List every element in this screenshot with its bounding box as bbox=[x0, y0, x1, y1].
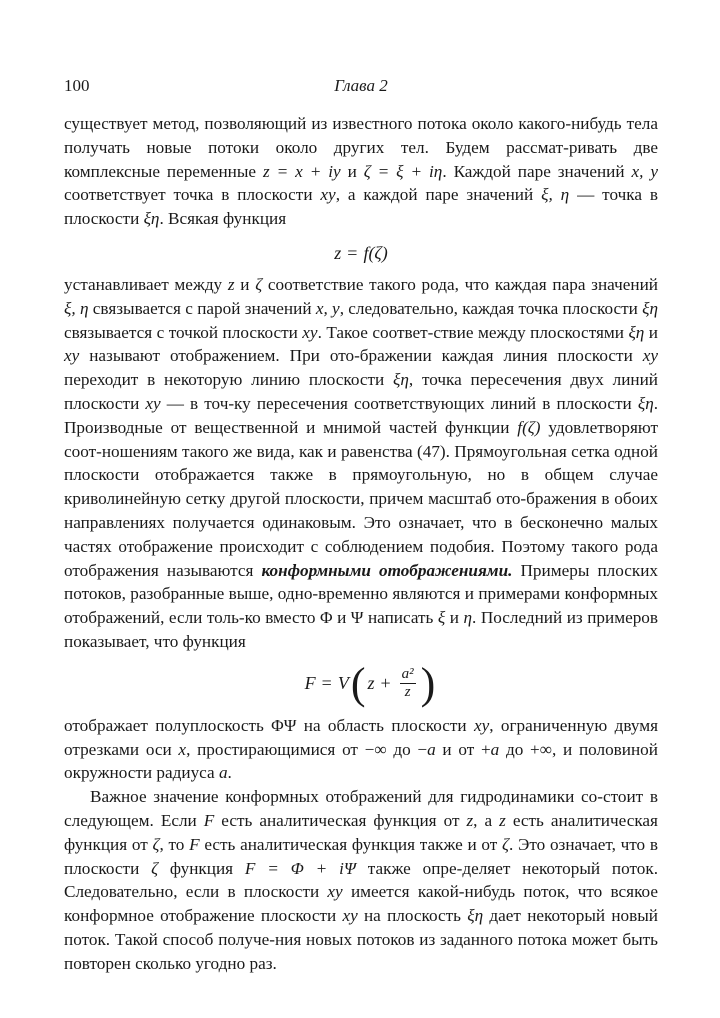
math-inline: x, y bbox=[631, 161, 659, 181]
paragraph-4: Важное значение конформных отображений для гидродинамики со-стоит в следующем. Если F есть аналитическая функция от z, а z есть аналитическая функция от ζ, то F есть аналитическая функция также и от ζ. Это означает, что в плоскости ζ функция F = Φ + iΨ также опре-деляет некоторый поток. Следовательно, если в плоскости xy имеется какой-нибудь поток, что всякое конформное отображение плоскости xy на плоскость ξη дает некоторый новый поток. Такой способ получе-ния новых потоков из заданного потока может быть повторен сколько угодно раз. bbox=[64, 787, 659, 973]
page-number: 100 bbox=[64, 76, 90, 95]
math-inline: ξη bbox=[143, 209, 160, 229]
math-inline: z = x + iy bbox=[262, 161, 341, 181]
page-body bbox=[64, 112, 658, 976]
term-conformal-mappings: конформными отображениями. bbox=[261, 560, 513, 580]
paragraph-2: устанавливает между z и ζ соответствие такого рода, что каждая пара значений ξ, η связывается с парой значений x, y, следовательно, каждая точка плоскости ξη связывается с точкой плоскости xy. Такое соответ-ствие между плоскостями ξη и xy называют отображением. При ото-бражении каждая линия плоскости xy переходит в некоторую линию плоскости ξη, точка пересечения двух линий плоскости xy — в точ-ку пересечения соответствующих линий в плоскости ξη. Производные от вещественной и мнимой частей функции f(ζ) удовлетворяют соот-ношениям такого же вида, как и равенства (47). Прямоугольная сетка одной плоскости отображается также в прямоугольную, но в общем случае криволинейную сетку другой плоскости, причем масштаб ото-бражения в обоих направлениях получается одинаковым. Это означает, что в бесконечно малых частях отображение происходит с соблюдением подобия. Поэтому такого рода отображения называются конформными отображениями. Примеры плоских потоков, разобранные выше, одно-временно являются и примерами конформных отображений, если толь-ко вместо Φ и Ψ написать ξ и η. Последний из примеров показывает, что функция bbox=[64, 274, 659, 651]
paragraph-3: отображает полуплоскость ΦΨ на область плоскости xy, ограниченную двумя отрезками оси x, простирающимися от −∞ до −a и от +a до +∞, и половиной окружности радиуса a. bbox=[64, 715, 658, 783]
fraction: $\frac{\text{a²}}{z}$ bbox=[401, 666, 414, 701]
equation-z-f-zeta: z = f(ζ) bbox=[334, 242, 388, 263]
math-inline: ξ, η bbox=[541, 185, 570, 205]
running-title: Глава 2 bbox=[334, 76, 388, 95]
math-inline: ζ = ξ + iη bbox=[363, 161, 443, 181]
math-inline: xy bbox=[320, 185, 336, 205]
page-header bbox=[64, 76, 658, 100]
paragraph-1: существует метод, позволяющий из известного потока около какого-нибудь тела получать новые потоки около других тел. Будем рассмат-ривать две комплексные переменные z = x + iy и ζ = ξ + iη. Каждой паре значений x, y соответствует точка в плоскости xy, а каждой паре значений ξ, η — точка в плоскости ξη. Всякая функция bbox=[64, 114, 659, 229]
equation-joukowski: F = V ( z + $\frac{\text{a²}}{z}$ ) bbox=[304, 658, 436, 708]
